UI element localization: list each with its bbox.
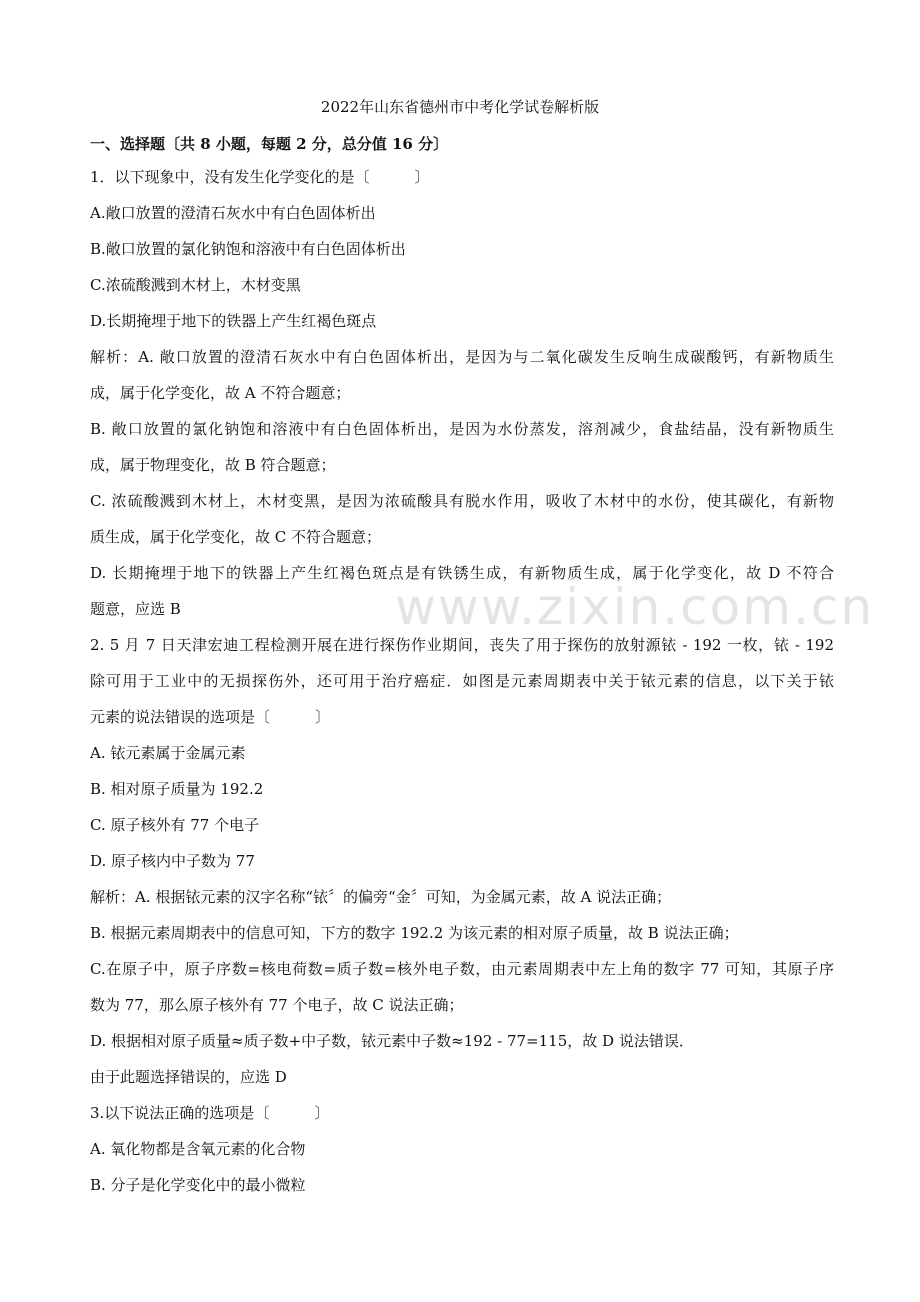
text-line: 成，属于物理变化，故 B 符合题意；: [90, 456, 336, 474]
text-line: D. 原子核内中子数为 77: [90, 852, 255, 870]
text-line: 1．以下现象中，没有发生化学变化的是〔 〕: [90, 168, 430, 186]
text-line: 质生成，属于化学变化，故 C 不符合题意；: [90, 528, 382, 546]
text-line: D. 根据相对原子质量≈质子数+中子数，铱元素中子数≈192 - 77=115，故 D 说法错误．: [90, 1032, 694, 1050]
text-line: 解析：A. 敞口放置的澄清石灰水中有白色固体析出，是因为与二氧化碳发生反响生成碳酸钙，有新物质生: [90, 348, 834, 366]
text-line: D. 长期掩埋于地下的铁器上产生红褐色斑点是有铁锈生成，有新物质生成，属于化学变化，故 D 不符合: [90, 564, 834, 582]
text-line: B. 分子是化学变化中的最小微粒: [90, 1176, 306, 1194]
text-line: C. 原子核外有 77 个电子: [90, 816, 260, 834]
text-line: 题意，应选 B: [90, 600, 181, 618]
page-title: 2022年山东省德州市中考化学试卷解析版: [320, 98, 600, 116]
text-line: C. 浓硫酸溅到木材上，木材变黑，是因为浓硫酸具有脱水作用，吸收了木材中的水份，使其碳化，有新物: [90, 492, 834, 510]
text-line: B.敞口放置的氯化钠饱和溶液中有白色固体析出: [90, 240, 406, 258]
text-line: 2. 5 月 7 日天津宏迪工程检测开展在进行探伤作业期间，丧失了用于探伤的放射源铱 - 192 一枚，铱 - 192: [90, 636, 834, 654]
text-line: 3.以下说法正确的选项是〔 〕: [90, 1104, 330, 1122]
text-line: C.在原子中，原子序数=核电荷数=质子数=核外电子数，由元素周期表中左上角的数字 77 可知，其原子序: [90, 960, 834, 978]
text-line: B. 敞口放置的氯化钠饱和溶液中有白色固体析出，是因为水份蒸发，溶剂减少，食盐结晶，没有新物质生: [90, 420, 834, 438]
text-line: B. 根据元素周期表中的信息可知，下方的数字 192.2 为该元素的相对原子质量，故 B 说法正确；: [90, 924, 739, 942]
section-heading: 一、选择题〔共 8 小题，每题 2 分，总分值 16 分〕: [90, 135, 449, 153]
text-line: 由于此题选择错误的，应选 D: [90, 1068, 287, 1086]
text-line: 解析：A. 根据铱元素的汉字名称“铱〞的偏旁“金〞可知，为金属元素，故 A 说法正确；: [90, 888, 672, 906]
text-line: A. 铱元素属于金属元素: [90, 744, 246, 762]
text-line: D.长期掩埋于地下的铁器上产生红褐色斑点: [90, 312, 377, 330]
text-line: 成，属于化学变化，故 A 不符合题意；: [90, 384, 351, 402]
text-line: 数为 77，那么原子核外有 77 个电子，故 C 说法正确；: [90, 996, 464, 1014]
text-line: 元素的说法错误的选项是〔 〕: [90, 708, 331, 726]
text-line: A. 氧化物都是含氧元素的化合物: [90, 1140, 306, 1158]
document-body: [90, 166, 834, 1210]
watermark: www.zixin.com.cn: [395, 578, 875, 636]
text-line: B. 相对原子质量为 192.2: [90, 780, 264, 798]
text-line: C.浓硫酸溅到木材上，木材变黑: [90, 276, 301, 294]
text-line: 除可用于工业中的无损探伤外，还可用于治疗癌症．如图是元素周期表中关于铱元素的信息，以下关于铱: [90, 672, 834, 690]
text-line: A.敞口放置的澄清石灰水中有白色固体析出: [90, 204, 376, 222]
